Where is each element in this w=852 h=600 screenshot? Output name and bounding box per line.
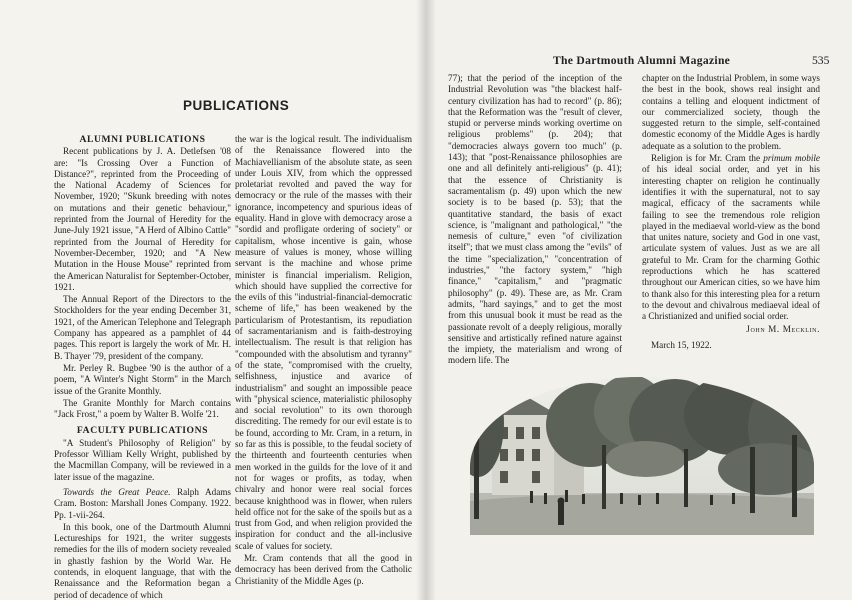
author-signature: John M. Mecklin. <box>746 323 820 334</box>
faculty-intro: "A Student's Philosophy of Religion" by Professor William Kelly Wright, published by the Macmillan Company, will be reviewed in a later issue of the magazine. <box>54 437 231 482</box>
middle-column <box>235 134 412 588</box>
book-details: Ralph Adams Cram. Boston: Marshall Jones Company. 1922. Pp. 1-vii-264. <box>54 486 231 520</box>
alumni-paragraph: The Annual Report of the Directors to the Stockholders for the year ending December 31, 1921, of the American Telephone and Telegraph Company has appeared as a pamphlet of 44 pages. This report is largely the work of Mr. H. B. Thayer '79, president of the company. <box>54 294 231 361</box>
page-gutter <box>416 0 436 600</box>
faculty-publications-heading: FACULTY PUBLICATIONS <box>76 425 209 437</box>
review-paragraph: the war is the logical result. The individualism of the Renaissance flowered into the Machiavellianism of the absolute state, as seen under Louis XIV, from which the oppressed proletariat revolted and paved the way for democracy or the rule of the masses with their ignorance, incompetency and spurious ideas of equality. Hand in glove with democracy arose a "sordid and profligate ordering of society" or capitalism, whose incentive is gain, whose measure of values is money, whose willing servant is the machine and whose prime minister is financial imperialism. Religion, which should have supplied the corrective for the evils of this "industrial-financial-democratic scheme of life," has been weakened by the particularism of Protestantism, its repudiation of sacramentarianism and is faith-destroying intellectualism. The result is that religion has "compounded with the absolutism and tyranny" of the state, "compromised with the cruelty, selfishness, injustice and avarice of industrialism" and sought an impossible peace with "physical science, materialistic philosophy and social revolution" to its own thorough discrediting. The remedy for our evil estate is to be found, according to Mr. Cram, in a return, in so far as this is possible, to the feudal society of the thirteenth and fourteenth centuries when men worked in the guilds for the love of it and not for wages or profits, as today, when chivalry and honor were real social forces because knighthood was in flower, when rulers held office not for the sake of the spoils but as a trust from God, and when religion provided the inspiration for conduct and the all-inclusive scale of values for society. <box>235 134 412 551</box>
book-citation <box>54 487 231 521</box>
review-opening: In this book, one of the Dartmouth Alumni Lectureships for 1921, the writer suggests remedies for the ills of modern society revealed in ghastly fashion by the World War. He contends, in eloquent language, that with the Renaissance and the Reformation began a period of decadence of which <box>54 521 231 600</box>
text-run: Religion is for Mr. Cram the <box>651 153 761 164</box>
campus-photo <box>470 375 814 535</box>
running-header-title: The Dartmouth Alumni Magazine <box>553 54 731 67</box>
review-date: March 15, 1922. <box>651 339 712 350</box>
book-title: Towards the Great Peace. <box>63 486 171 497</box>
alumni-paragraph: Mr. Perley R. Bugbee '90 is the author of a poem, "A Winter's Night Storm" in the March issue of the Granite Monthly. <box>54 362 231 396</box>
alumni-publications-heading: ALUMNI PUBLICATIONS <box>79 134 206 145</box>
alumni-paragraph: The Granite Monthly for March contains "Jack Frost," a poem by Walter B. Wolfe '21. <box>54 397 231 420</box>
right-column-two <box>642 73 820 351</box>
alumni-paragraph: Recent publications by J. A. Detlefsen '08 are: "Is Crossing Over a Function of Distance?", reprinted from the Proceeding of the National Academy of Sciences for November, 1920; "Skunk breeding with notes on mutations and their genetic behaviour," reprinted from the Journal of Heredity for the June-July 1921 issue, "A Herd of Albino Cattle" reprinted from the Journal of Heredity for November-December, 1920; and "A New Mutation in the House Mouse" reprinted from the American Naturalist for September-October, 1921. <box>54 146 231 292</box>
text-run: of his ideal social order, and yet in his interesting chapter on religion he continually identifies it with the supernatural, not to say magical, efficacy of the sacraments while failing to see the tremendous role religion played in the mediaeval world-view as the bond that unites nature, society and God in one vast, articulate system of values. Just as we are all grateful to Mr. Cram for the charming Gothic reproductions which he has scattered throughout our American cities, so we have him to thank also for this interesting plea for a return to the devout and chivalrous mediaeval ideal of a Christianized and unified social order. <box>642 164 820 322</box>
review-paragraph <box>642 153 820 322</box>
review-paragraph: 77); that the period of the inception of the Industrial Revolution was "the blackest half-century civilization has had to record" (p. 86); that the Reformation was the "result of clever, stupid or perverse minds working overtime on religious problems" (p. 204); that "democracies always govern too much" (p. 143); that "post-Renaissance philosophies are one and all definitely anti-religious" (p. 41); that the essence of Christianity is sacramentalism (p. 49) upon which the new society is to be based (p. 53); that the quantitative standard, the basis of exact science, is "malignant and pathological," "the nemesis of culture," even "of civilization itself"; that we must class among the "evils" of the time "specialization," "concentration of industries," "the factory system," "high finance," "capitalism," and "pragmatic philosophy" (p. 49). These are, as Mr. Cram admits, "hard sayings," and to get the most from this unusual book it must be read as the passionate revolt of a deeply religious, morally sensitive and artistically refined nature against the impiety, the materialism and wrong of modern life. The <box>448 73 622 366</box>
left-column <box>54 134 231 600</box>
latin-term: primum mobile <box>763 153 821 164</box>
review-paragraph: Mr. Cram contends that all the good in democracy has been derived from the Catholic Christianity of the Middle Ages (p. <box>235 552 412 586</box>
page-number: 535 <box>812 54 830 67</box>
review-paragraph: chapter on the Industrial Problem, in some ways the best in the book, shows real insight and contains a telling and eloquent indictment of our commercialized society, though the suggested return to the simple, self-contained domestic economy of the Middle Ages is hardly adequate as a solution to the problem. <box>642 73 820 151</box>
right-column-one <box>448 73 622 368</box>
page-title: PUBLICATIONS <box>183 98 290 113</box>
